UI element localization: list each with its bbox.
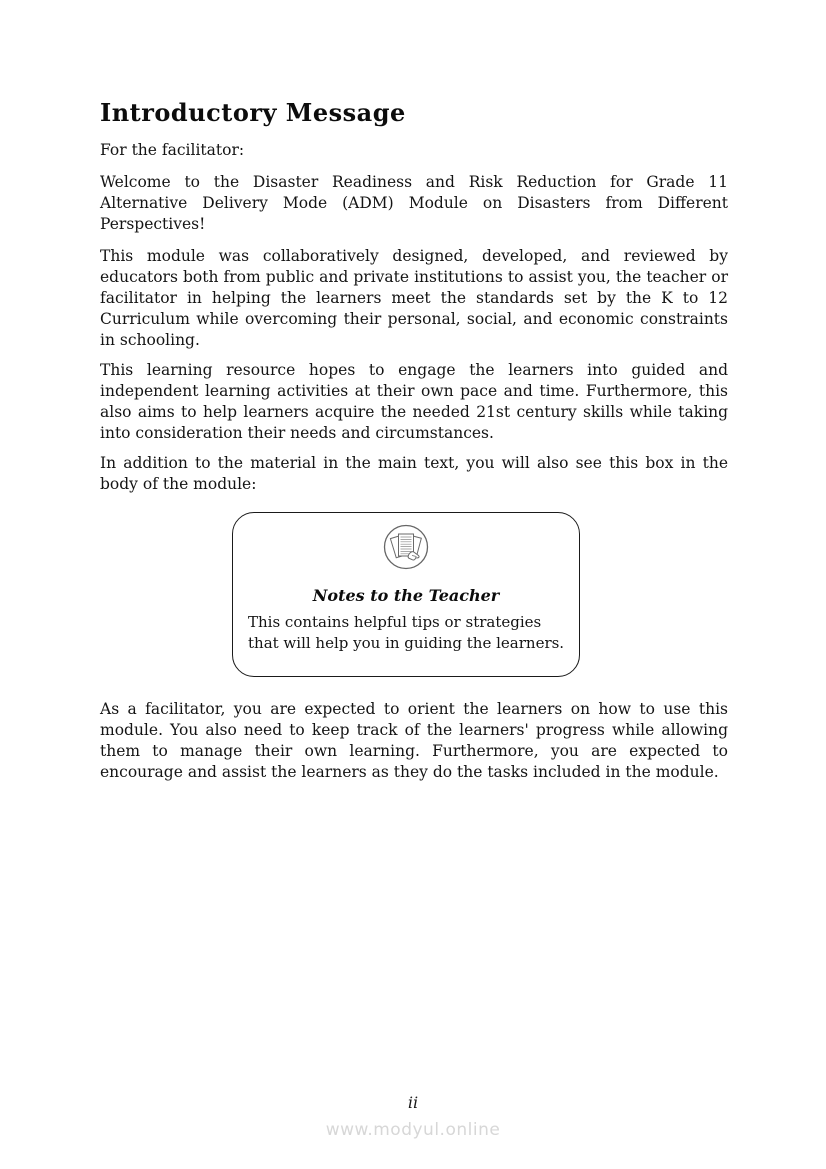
note-box-body: This contains helpful tips or strategies that will help you in guiding the learners. <box>248 613 565 652</box>
paragraph-as-facilitator: As a facilitator, you are expected to orient the learners on how to use this module. You also need to keep track of the learners' progress while allowing them to manage their own learning. Furthermore, you are expected to encourage and assist the learners as they do the tasks included in the module. <box>100 700 728 781</box>
page-number: ii <box>407 1093 419 1112</box>
paragraph-in-addition: In addition to the material in the main text, you will also see this box in the body of the module: <box>100 454 728 493</box>
paragraph-learning-resource: This learning resource hopes to engage the learners into guided and independent learning activities at their own pace and time. Furthermore, this also aims to help learners acquire the needed 21st century skills while taking into consideration their needs and circumstances. <box>100 361 728 442</box>
paragraph-for-the-facilitator: For the facilitator: <box>100 141 245 159</box>
document-content <box>100 98 728 794</box>
page-title: Introductory Message <box>100 98 406 127</box>
note-icon-wrap <box>233 524 579 570</box>
watermark-text: www.modyul.online <box>325 1120 501 1140</box>
notes-papers-hand-icon <box>383 555 429 574</box>
note-box-heading: Notes to the Teacher <box>312 586 500 605</box>
paragraph-welcome: Welcome to the Disaster Readiness and Risk Reduction for Grade 11 Alternative Delivery Mode (ADM) Module on Disasters from Different Perspectives! <box>100 173 728 233</box>
paragraph-module-design: This module was collaboratively designed, developed, and reviewed by educators both from public and private institutions to assist you, the teacher or facilitator in helping the learners meet the standards set by the K to 12 Curriculum while overcoming their personal, social, and economic constraints in schooling. <box>100 247 728 349</box>
notes-to-teacher-box <box>232 512 580 677</box>
